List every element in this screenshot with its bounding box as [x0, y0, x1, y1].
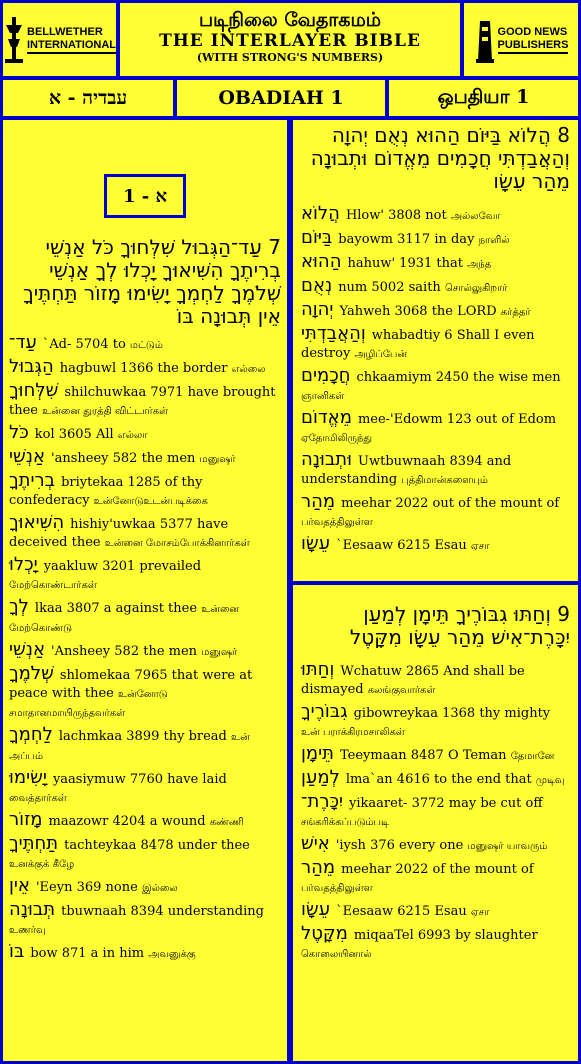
word-entry	[9, 424, 281, 445]
word-entry	[9, 641, 281, 662]
hebrew-word: הַהוּא	[301, 251, 342, 272]
transliteration-gloss: meehar 2022 of the mount of	[341, 862, 534, 877]
word-entry	[301, 661, 570, 700]
tamil-gloss: உன்னை மேற்கொண்டு	[9, 604, 240, 634]
tamil-gloss: உன் பராக்கிரமசாலிகள்	[301, 727, 405, 738]
word-entry	[9, 514, 281, 553]
word-entry	[301, 451, 570, 490]
transliteration-gloss: lachmkaa 3899 thy bread	[58, 729, 227, 744]
verse-7-hebrew: 7 עַד־הַגְּבוּל שִׁלְּחוּךָ כֹּל אַנְשֵׁי בְרִיתֶךָ הִשִּׁיאוּךָ יָכְלוּ לְךָ אַנְשֵׁי שְׁלֹמֶךָ לַחְמְךָ יָשִׂימוּ מָזוֹר תַּחְתֶּיךָ אֵין תְּבוּנָה בּוֹ	[22, 235, 281, 328]
word-entry	[9, 811, 281, 832]
tamil-gloss: கர்த்தர்	[500, 307, 531, 318]
hebrew-word: מָזוֹר	[9, 809, 43, 830]
tamil-gloss: கொலையினால்	[301, 949, 372, 960]
tamil-gloss: கலங்குவார்கள்	[367, 685, 436, 696]
tamil-gloss: உன்னோடு சமாதானமாயிருந்தவர்கள்	[9, 689, 168, 719]
tower-icon	[474, 15, 496, 65]
chapter-box: א - 1	[104, 174, 186, 218]
book-english: OBADIAH 1	[177, 80, 385, 116]
tamil-gloss: வைத்தார்கள்	[9, 793, 67, 804]
transliteration-gloss: Teeymaan 8487 O Teman	[340, 748, 507, 763]
hebrew-word: כֹּל	[9, 422, 29, 443]
hebrew-word: עֵשָׂו	[301, 899, 331, 920]
hebrew-word: לְמַעַן	[301, 767, 340, 788]
word-entry	[301, 205, 570, 226]
transliteration-gloss: Hlow' 3808 not	[345, 208, 447, 223]
word-entry	[9, 901, 281, 940]
transliteration-gloss: miqaaTel 6993 by slaughter	[353, 928, 538, 943]
tamil-gloss: ஏசா	[470, 907, 490, 918]
word-entry	[9, 382, 281, 421]
transliteration-gloss: lma`an 4616 to the end that	[345, 772, 532, 787]
transliteration-gloss: yikaaret- 3772 may be cut off	[349, 796, 543, 811]
hebrew-word: וְהַאֲבַדְתִּי	[301, 323, 366, 344]
word-entry	[9, 358, 281, 379]
transliteration-gloss: whabadtiy 6 Shall I even destroy	[301, 328, 535, 361]
transliteration-gloss: `Eesaaw 6215 Esau	[336, 538, 467, 553]
transliteration-gloss: hahuw' 1931 that	[347, 256, 463, 271]
tamil-gloss: எல்லா	[117, 430, 148, 441]
transliteration-gloss: Uwtbuwnaah 8394 and understanding	[301, 454, 512, 487]
transliteration-gloss: yaasiymuw 7760 have laid	[52, 772, 227, 787]
word-entry	[301, 703, 570, 742]
word-entry	[301, 277, 570, 298]
transliteration-gloss: 'iysh 376 every one	[335, 838, 464, 853]
book-tamil: ஒபதியா 1	[389, 80, 578, 116]
word-entry	[301, 835, 570, 856]
tamil-gloss: இல்லை	[141, 883, 178, 894]
tamil-gloss: அழிப்பேன்	[354, 349, 408, 360]
word-entry	[301, 229, 570, 250]
hebrew-word: תַּחְתֶּיךָ	[9, 833, 59, 854]
hebrew-word: יְהוָה	[301, 299, 334, 320]
hebrew-word: בּוֹ	[9, 941, 25, 962]
tamil-gloss: தேமானே	[510, 751, 555, 762]
hebrew-word: שִׁלְּחוּךָ	[9, 380, 59, 401]
good-news-logo	[464, 3, 578, 76]
word-entry	[9, 448, 281, 469]
tamil-gloss: ஏசா	[470, 541, 490, 552]
word-entry	[9, 943, 281, 964]
hebrew-word: בְרִיתֶךָ	[9, 470, 56, 491]
word-entry	[301, 859, 570, 898]
hebrew-word: מֵהַר	[301, 491, 336, 512]
transliteration-gloss: tachteykaa 8478 under thee	[64, 838, 250, 853]
tamil-gloss: மேற்கொண்டார்கள்	[9, 580, 97, 591]
transliteration-gloss: hishiy'uwkaa 5377 have deceived thee	[9, 517, 229, 550]
transliteration-gloss: 'Eeyn 369 none	[35, 880, 138, 895]
hebrew-word: מֵאֱדוֹם	[301, 407, 352, 428]
hebrew-word: בַּיּוֹם	[301, 227, 333, 248]
transliteration-gloss: kol 3605 All	[34, 427, 114, 442]
tamil-gloss: முடிவு	[535, 775, 565, 786]
verse-9-entries	[301, 661, 570, 964]
sheep-icon	[3, 15, 25, 65]
transliteration-gloss: lkaa 3807 a against thee	[34, 601, 198, 616]
transliteration-gloss: chkaamiym 2450 the wise men	[356, 370, 561, 385]
hebrew-word: אִישׁ	[301, 833, 330, 854]
word-entry	[301, 745, 570, 766]
tamil-gloss: புத்திமான்களையும்	[401, 475, 488, 486]
word-entry	[9, 769, 281, 808]
hebrew-word: לְךָ	[9, 596, 29, 617]
title-block	[120, 3, 460, 76]
word-entry	[9, 835, 281, 874]
book-hebrew: עבדיה - א	[3, 80, 173, 116]
page-subtitle: (WITH STRONG'S NUMBERS)	[196, 51, 384, 64]
transliteration-gloss: mee-'Edowm 123 out of Edom	[357, 412, 557, 427]
hebrew-word: יִכָּרֶת־	[301, 791, 344, 812]
transliteration-gloss: Yahweh 3068 the LORD	[339, 304, 497, 319]
hebrew-word: תֵּימָן	[301, 743, 334, 764]
transliteration-gloss: 'ansheey 582 the men	[51, 451, 196, 466]
hebrew-word: וּתְבוּנָה	[301, 449, 353, 470]
verse-7-entries	[9, 334, 281, 964]
verse-8-hebrew: 8 הֲלוֹא בַּיּוֹם הַהוּא נְאֻם יְהוָה וְהַאֲבַדְתִּי חֲכָמִים מֵאֱדוֹם וּתְבוּנָה מֵהַר עֵשָׂו	[310, 123, 570, 193]
word-entry	[301, 901, 570, 922]
tamil-gloss: அந்த	[467, 259, 492, 270]
word-entry	[9, 877, 281, 898]
verse-9-hebrew: 9 וְחַתּוּ גִבּוֹרֶיךָ תֵּימָן לְמַעַן יִכָּרֶת־אִישׁ מֵהַר עֵשָׂו מִקָּטֶל	[349, 602, 570, 649]
hebrew-word: תְּבוּנָה	[9, 899, 56, 920]
bellwether-logo-text: BELLWETHER INTERNATIONAL	[27, 26, 116, 54]
tamil-gloss: ஞானிகள்	[301, 391, 345, 402]
transliteration-gloss: tbuwnaah 8394 understanding	[61, 904, 264, 919]
word-entry	[301, 367, 570, 406]
good-news-logo-text: GOOD NEWS PUBLISHERS	[498, 26, 569, 54]
tamil-gloss: உணர்வு	[9, 925, 46, 936]
transliteration-gloss: hagbuwl 1366 the border	[59, 361, 228, 376]
word-entry	[9, 334, 281, 355]
verse-8-column	[293, 120, 578, 581]
word-entry	[301, 793, 570, 832]
tamil-gloss: உன்னோடுஉடன்படிக்கை	[93, 496, 208, 507]
transliteration-gloss: shlomekaa 7965 that were at peace with thee	[9, 668, 253, 701]
tamil-gloss: மனுஷர்	[199, 454, 236, 465]
hebrew-word: וְחַתּוּ	[301, 659, 335, 680]
transliteration-gloss: bow 871 a in him	[30, 946, 145, 961]
tamil-gloss: கண்ணி	[209, 817, 244, 828]
title-tamil: படிநிலை வேதாகமம்	[198, 9, 382, 31]
word-entry	[301, 409, 570, 448]
transliteration-gloss: 'Ansheey 582 the men	[51, 644, 198, 659]
hebrew-word: גִבּוֹרֶיךָ	[301, 701, 348, 722]
hebrew-word: יָכְלוּ	[9, 554, 38, 575]
page-title: THE INTERLAYER BIBLE	[159, 31, 421, 51]
hebrew-word: לַחְמְךָ	[9, 724, 53, 745]
transliteration-gloss: `Eesaaw 6215 Esau	[336, 904, 467, 919]
tamil-gloss: உன்னை மோசம்போக்கினார்கள்	[104, 538, 250, 549]
tamil-gloss: மனுஷர் யாவரும்	[467, 841, 548, 852]
tamil-gloss: நாளில்	[478, 235, 510, 246]
hebrew-word: מִקָּטֶל	[301, 923, 348, 944]
transliteration-gloss: gibowreykaa 1368 thy mighty	[353, 706, 551, 721]
transliteration-gloss: maazowr 4204 a wound	[48, 814, 206, 829]
hebrew-word: אַנְשֵׁי	[9, 639, 46, 660]
tamil-gloss: பர்வதத்திலுள்ள	[301, 883, 373, 894]
word-entry	[301, 493, 570, 532]
word-entry	[9, 726, 281, 766]
tamil-gloss: அல்லவோ	[450, 211, 501, 222]
hebrew-word: הֲלוֹא	[301, 203, 340, 224]
tamil-gloss: அவனுக்கு	[148, 949, 196, 960]
hebrew-word: מֵהַר	[301, 857, 336, 878]
hebrew-word: חֲכָמִים	[301, 365, 351, 386]
hebrew-word: עֵשָׂו	[301, 533, 331, 554]
word-entry	[301, 535, 570, 556]
transliteration-gloss: shilchuwkaa 7971 have brought thee	[9, 385, 276, 418]
verse-8-entries	[301, 205, 570, 556]
transliteration-gloss: briytekaa 1285 of thy confederacy	[9, 475, 203, 508]
hebrew-word: אֵין	[9, 875, 30, 896]
word-entry	[301, 301, 570, 322]
hebrew-word: יָשִׂימוּ	[9, 767, 47, 788]
hebrew-word: עַד־	[9, 332, 37, 353]
word-entry	[301, 769, 570, 790]
tamil-gloss: மனுஷர்	[201, 647, 238, 658]
word-entry	[9, 472, 281, 511]
tamil-gloss: எல்லை	[231, 364, 266, 375]
hebrew-word: אַנְשֵׁי	[9, 446, 46, 467]
verse-7-column	[3, 120, 287, 1061]
verse-9-column	[293, 585, 578, 1061]
tamil-gloss: உனக்குக் கீழே	[9, 859, 75, 870]
transliteration-gloss: meehar 2022 out of the mount of	[341, 496, 560, 511]
word-entry	[9, 598, 281, 638]
word-entry	[9, 556, 281, 595]
transliteration-gloss: bayowm 3117 in day	[338, 232, 475, 247]
hebrew-word: שְׁלֹמֶךָ	[9, 663, 54, 684]
tamil-gloss: சங்கரிக்கப்படும்படி	[301, 817, 389, 828]
transliteration-gloss: Wchatuw 2865 And shall be dismayed	[301, 664, 525, 697]
hebrew-word: הַגְּבוּל	[9, 356, 54, 377]
word-entry	[301, 925, 570, 964]
tamil-gloss: பர்வதத்திலுள்ள	[301, 517, 373, 528]
word-entry	[9, 665, 281, 723]
word-entry	[301, 325, 570, 364]
hebrew-word: נְאֻם	[301, 275, 333, 296]
hebrew-word: הִשִּׁיאוּךָ	[9, 512, 65, 533]
bellwether-logo	[3, 3, 116, 76]
transliteration-gloss: `Ad- 5704 to	[42, 337, 126, 352]
tamil-gloss: சொல்லுகிறார்	[444, 283, 508, 294]
word-entry	[301, 253, 570, 274]
transliteration-gloss: yaakluw 3201 prevailed	[43, 559, 202, 574]
tamil-gloss: ஏதோமிலிருந்து	[301, 433, 373, 444]
tamil-gloss: உன் அப்பம்	[9, 732, 250, 762]
tamil-gloss: உன்னை துரத்தி விட்டார்கள்	[42, 406, 169, 417]
tamil-gloss: மட்டும்	[129, 340, 163, 351]
transliteration-gloss: num 5002 saith	[338, 280, 441, 295]
